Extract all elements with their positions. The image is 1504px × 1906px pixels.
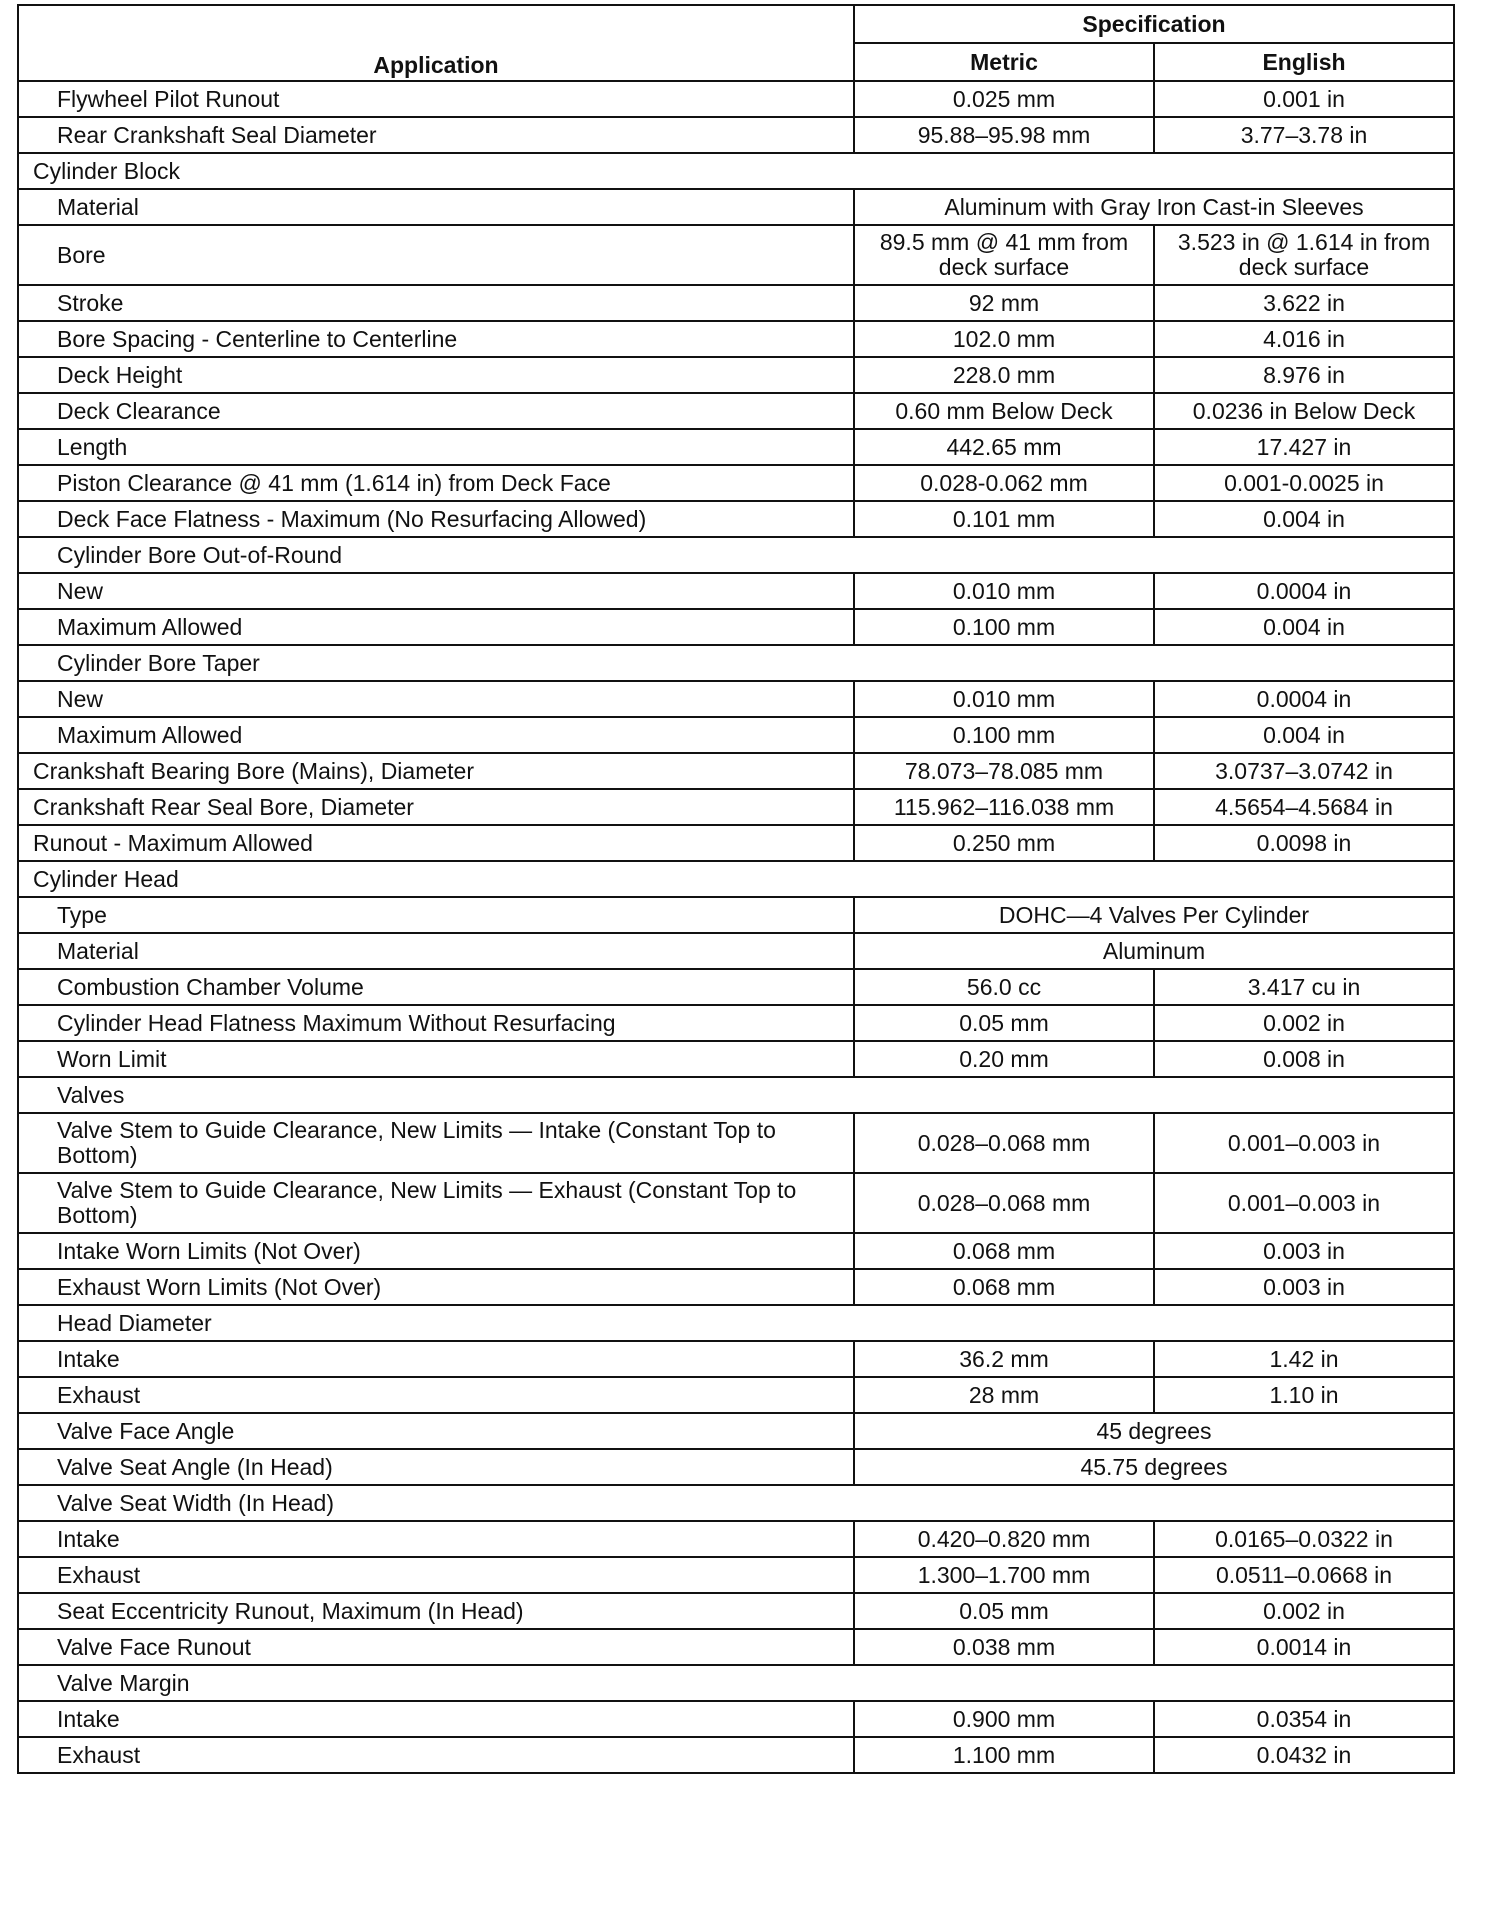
metric-cell: 95.88–95.98 mm — [854, 117, 1154, 153]
table-row — [18, 789, 1454, 825]
application-cell: Valve Seat Angle (In Head) — [18, 1449, 854, 1485]
section-label: Valve Margin — [18, 1665, 1454, 1701]
english-cell: 8.976 in — [1154, 357, 1454, 393]
section-label: Valves — [18, 1077, 1454, 1113]
english-cell: 0.001–0.003 in — [1154, 1173, 1454, 1233]
metric-cell: 0.038 mm — [854, 1629, 1154, 1665]
section-row — [18, 1485, 1454, 1521]
table-row — [18, 465, 1454, 501]
application-cell: Intake — [18, 1521, 854, 1557]
english-cell: 17.427 in — [1154, 429, 1454, 465]
table-row — [18, 1341, 1454, 1377]
table-row — [18, 1269, 1454, 1305]
metric-cell: 0.100 mm — [854, 717, 1154, 753]
metric-cell: 0.010 mm — [854, 573, 1154, 609]
section-label: Valve Seat Width (In Head) — [18, 1485, 1454, 1521]
metric-cell: 0.100 mm — [854, 609, 1154, 645]
metric-cell: 228.0 mm — [854, 357, 1154, 393]
english-cell: 4.016 in — [1154, 321, 1454, 357]
table-row — [18, 1173, 1454, 1233]
application-cell: Exhaust — [18, 1377, 854, 1413]
english-cell: 0.001 in — [1154, 81, 1454, 117]
specification-header: Specification — [854, 5, 1454, 43]
table-row — [18, 189, 1454, 225]
english-cell: 0.003 in — [1154, 1269, 1454, 1305]
metric-cell: 442.65 mm — [854, 429, 1154, 465]
english-cell: 0.0354 in — [1154, 1701, 1454, 1737]
metric-cell: 0.028–0.068 mm — [854, 1113, 1154, 1173]
application-cell: Combustion Chamber Volume — [18, 969, 854, 1005]
table-row — [18, 969, 1454, 1005]
merged-spec-cell: 45.75 degrees — [854, 1449, 1454, 1485]
table-row — [18, 753, 1454, 789]
table-row — [18, 609, 1454, 645]
header-row-top — [18, 5, 1454, 43]
table-row — [18, 573, 1454, 609]
english-cell: 0.0004 in — [1154, 573, 1454, 609]
application-cell: Material — [18, 933, 854, 969]
metric-cell: 0.05 mm — [854, 1593, 1154, 1629]
table-row — [18, 1005, 1454, 1041]
application-cell: Flywheel Pilot Runout — [18, 81, 854, 117]
table-row — [18, 501, 1454, 537]
section-row — [18, 537, 1454, 573]
application-cell: Worn Limit — [18, 1041, 854, 1077]
application-header: Application — [18, 5, 854, 81]
table-row — [18, 81, 1454, 117]
table-row — [18, 357, 1454, 393]
application-cell: Material — [18, 189, 854, 225]
metric-cell: 89.5 mm @ 41 mm from deck surface — [854, 225, 1154, 285]
application-cell: Length — [18, 429, 854, 465]
english-cell: 3.77–3.78 in — [1154, 117, 1454, 153]
table-header — [18, 5, 1454, 81]
table-row — [18, 393, 1454, 429]
application-cell: Valve Face Angle — [18, 1413, 854, 1449]
english-cell: 0.002 in — [1154, 1593, 1454, 1629]
metric-cell: 0.101 mm — [854, 501, 1154, 537]
specification-table — [17, 4, 1455, 1774]
table-row — [18, 1521, 1454, 1557]
metric-cell: 0.010 mm — [854, 681, 1154, 717]
metric-cell: 0.420–0.820 mm — [854, 1521, 1154, 1557]
english-cell: 0.008 in — [1154, 1041, 1454, 1077]
metric-cell: 1.100 mm — [854, 1737, 1154, 1773]
application-cell: Piston Clearance @ 41 mm (1.614 in) from Deck Face — [18, 465, 854, 501]
section-label: Cylinder Head — [18, 861, 1454, 897]
english-cell: 0.004 in — [1154, 501, 1454, 537]
metric-cell: 0.900 mm — [854, 1701, 1154, 1737]
application-cell: New — [18, 573, 854, 609]
application-cell: Valve Stem to Guide Clearance, New Limits — Exhaust (Constant Top to Bottom) — [18, 1173, 854, 1233]
table-row — [18, 1113, 1454, 1173]
table-row — [18, 1557, 1454, 1593]
merged-spec-cell: DOHC—4 Valves Per Cylinder — [854, 897, 1454, 933]
application-cell: Bore — [18, 225, 854, 285]
application-cell: Maximum Allowed — [18, 609, 854, 645]
table-body — [18, 81, 1454, 1773]
application-cell: Runout - Maximum Allowed — [18, 825, 854, 861]
application-cell: Valve Face Runout — [18, 1629, 854, 1665]
metric-cell: 1.300–1.700 mm — [854, 1557, 1154, 1593]
table-row — [18, 1233, 1454, 1269]
section-label: Cylinder Bore Taper — [18, 645, 1454, 681]
english-header: English — [1154, 43, 1454, 81]
english-cell: 0.003 in — [1154, 1233, 1454, 1269]
application-cell: Exhaust — [18, 1737, 854, 1773]
table-row — [18, 1737, 1454, 1773]
english-cell: 3.0737–3.0742 in — [1154, 753, 1454, 789]
metric-cell: 0.60 mm Below Deck — [854, 393, 1154, 429]
metric-cell: 36.2 mm — [854, 1341, 1154, 1377]
section-row — [18, 645, 1454, 681]
english-cell: 3.523 in @ 1.614 in from deck surface — [1154, 225, 1454, 285]
metric-cell: 28 mm — [854, 1377, 1154, 1413]
table-row — [18, 1377, 1454, 1413]
english-cell: 0.0511–0.0668 in — [1154, 1557, 1454, 1593]
table-row — [18, 717, 1454, 753]
application-cell: Exhaust — [18, 1557, 854, 1593]
section-label: Cylinder Block — [18, 153, 1454, 189]
table-row — [18, 1593, 1454, 1629]
merged-spec-cell: Aluminum — [854, 933, 1454, 969]
metric-cell: 0.068 mm — [854, 1269, 1154, 1305]
table-row — [18, 1701, 1454, 1737]
english-cell: 0.0098 in — [1154, 825, 1454, 861]
merged-spec-cell: Aluminum with Gray Iron Cast-in Sleeves — [854, 189, 1454, 225]
english-cell: 0.0165–0.0322 in — [1154, 1521, 1454, 1557]
english-cell: 0.0432 in — [1154, 1737, 1454, 1773]
english-cell: 4.5654–4.5684 in — [1154, 789, 1454, 825]
english-cell: 0.0236 in Below Deck — [1154, 393, 1454, 429]
application-cell: Crankshaft Bearing Bore (Mains), Diameter — [18, 753, 854, 789]
application-cell: Crankshaft Rear Seal Bore, Diameter — [18, 789, 854, 825]
application-cell: Exhaust Worn Limits (Not Over) — [18, 1269, 854, 1305]
table-row — [18, 681, 1454, 717]
table-row — [18, 1413, 1454, 1449]
table-row — [18, 429, 1454, 465]
metric-cell: 115.962–116.038 mm — [854, 789, 1154, 825]
application-cell: Valve Stem to Guide Clearance, New Limits — Intake (Constant Top to Bottom) — [18, 1113, 854, 1173]
section-row — [18, 1077, 1454, 1113]
metric-cell: 0.068 mm — [854, 1233, 1154, 1269]
application-cell: Stroke — [18, 285, 854, 321]
application-cell: Deck Height — [18, 357, 854, 393]
section-label: Cylinder Bore Out-of-Round — [18, 537, 1454, 573]
section-label: Head Diameter — [18, 1305, 1454, 1341]
metric-cell: 0.20 mm — [854, 1041, 1154, 1077]
metric-header: Metric — [854, 43, 1154, 81]
table-row — [18, 1449, 1454, 1485]
english-cell: 1.42 in — [1154, 1341, 1454, 1377]
metric-cell: 92 mm — [854, 285, 1154, 321]
application-cell: Bore Spacing - Centerline to Centerline — [18, 321, 854, 357]
application-cell: Deck Face Flatness - Maximum (No Resurfacing Allowed) — [18, 501, 854, 537]
metric-cell: 0.028–0.068 mm — [854, 1173, 1154, 1233]
table-row — [18, 897, 1454, 933]
english-cell: 0.004 in — [1154, 717, 1454, 753]
merged-spec-cell: 45 degrees — [854, 1413, 1454, 1449]
application-cell: Cylinder Head Flatness Maximum Without Resurfacing — [18, 1005, 854, 1041]
application-cell: Maximum Allowed — [18, 717, 854, 753]
english-cell: 0.001-0.0025 in — [1154, 465, 1454, 501]
section-row — [18, 1305, 1454, 1341]
english-cell: 0.0014 in — [1154, 1629, 1454, 1665]
metric-cell: 0.028-0.062 mm — [854, 465, 1154, 501]
english-cell: 0.001–0.003 in — [1154, 1113, 1454, 1173]
application-cell: Intake Worn Limits (Not Over) — [18, 1233, 854, 1269]
metric-cell: 78.073–78.085 mm — [854, 753, 1154, 789]
application-cell: New — [18, 681, 854, 717]
table-row — [18, 1629, 1454, 1665]
metric-cell: 0.250 mm — [854, 825, 1154, 861]
application-cell: Rear Crankshaft Seal Diameter — [18, 117, 854, 153]
table-row — [18, 285, 1454, 321]
table-row — [18, 321, 1454, 357]
english-cell: 3.417 cu in — [1154, 969, 1454, 1005]
section-row — [18, 153, 1454, 189]
application-cell: Intake — [18, 1701, 854, 1737]
metric-cell: 56.0 cc — [854, 969, 1154, 1005]
english-cell: 0.0004 in — [1154, 681, 1454, 717]
english-cell: 0.004 in — [1154, 609, 1454, 645]
english-cell: 1.10 in — [1154, 1377, 1454, 1413]
application-cell: Type — [18, 897, 854, 933]
metric-cell: 102.0 mm — [854, 321, 1154, 357]
english-cell: 3.622 in — [1154, 285, 1454, 321]
table-row — [18, 933, 1454, 969]
application-cell: Deck Clearance — [18, 393, 854, 429]
table-row — [18, 225, 1454, 285]
table-row — [18, 117, 1454, 153]
english-cell: 0.002 in — [1154, 1005, 1454, 1041]
application-cell: Intake — [18, 1341, 854, 1377]
section-row — [18, 1665, 1454, 1701]
metric-cell: 0.05 mm — [854, 1005, 1154, 1041]
application-cell: Seat Eccentricity Runout, Maximum (In Head) — [18, 1593, 854, 1629]
metric-cell: 0.025 mm — [854, 81, 1154, 117]
table-row — [18, 1041, 1454, 1077]
section-row — [18, 861, 1454, 897]
table-row — [18, 825, 1454, 861]
